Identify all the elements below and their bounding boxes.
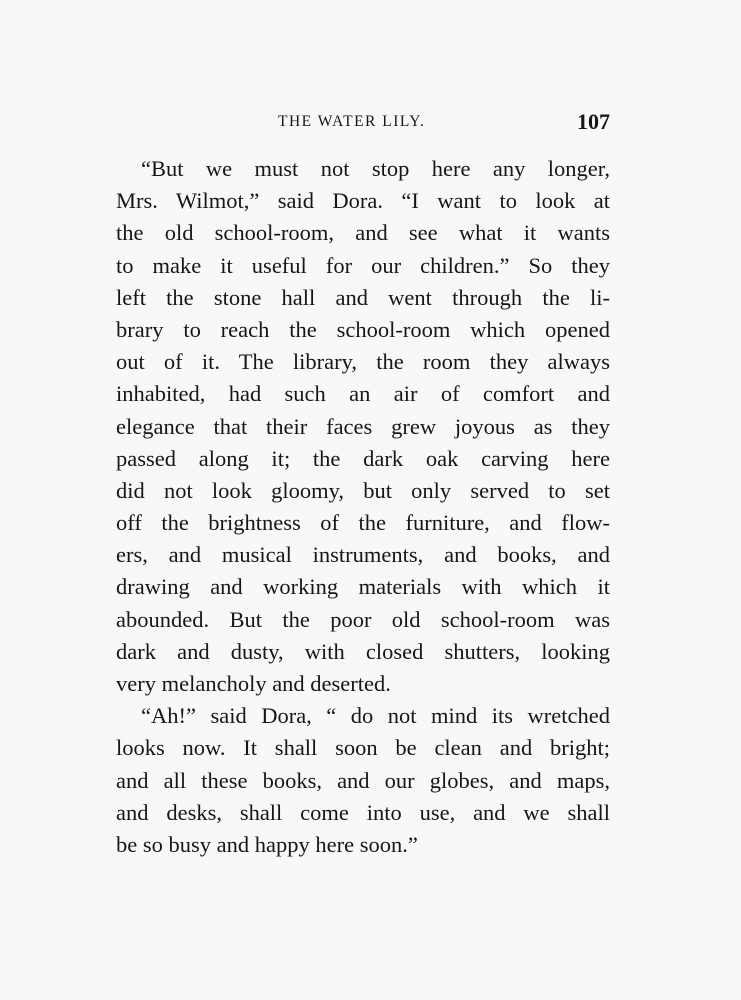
text-line: inhabited, had such an air of comfort and: [116, 381, 610, 407]
text-line: “But we must not stop here any longer,: [141, 156, 610, 181]
running-head: [118, 110, 610, 140]
body-text: [116, 153, 610, 861]
paragraph-1: [116, 153, 610, 700]
text-line: very melancholy and deserted.: [116, 671, 391, 696]
text-line: and all these books, and our globes, and maps,: [116, 767, 610, 793]
text-line: drawing and working materials with which it: [116, 574, 610, 600]
text-line: and desks, shall come into use, and we shall: [116, 799, 610, 825]
text-line: passed along it; the dark oak carving here: [116, 445, 610, 471]
text-line: elegance that their faces grew joyous as they: [116, 413, 610, 439]
text-line: looks now. It shall soon be clean and bright;: [116, 735, 610, 761]
text-line: to make it useful for our children.” So they: [116, 252, 610, 278]
text-line: did not look gloomy, but only served to set: [116, 477, 610, 503]
text-line: off the brightness of the furniture, and flow-: [116, 510, 610, 536]
text-line: brary to reach the school-room which opened: [116, 316, 610, 342]
text-line: left the stone hall and went through the li-: [116, 284, 610, 310]
page-number: 107: [577, 109, 610, 134]
text-line: the old school-room, and see what it wants: [116, 220, 610, 246]
text-line: dark and dusty, with closed shutters, looking: [116, 638, 610, 664]
paragraph-2: [116, 700, 610, 861]
text-line: “Ah!” said Dora, “ do not mind its wretched: [141, 703, 610, 729]
running-title: THE WATER LILY.: [278, 113, 426, 130]
text-line: out of it. The library, the room they always: [116, 349, 610, 375]
text-line: abounded. But the poor old school-room was: [116, 606, 610, 632]
text-line: ers, and musical instruments, and books, and: [116, 542, 610, 568]
text-line: be so busy and happy here soon.”: [116, 831, 418, 857]
text-line: Mrs. Wilmot,” said Dora. “I want to look at: [116, 188, 610, 214]
